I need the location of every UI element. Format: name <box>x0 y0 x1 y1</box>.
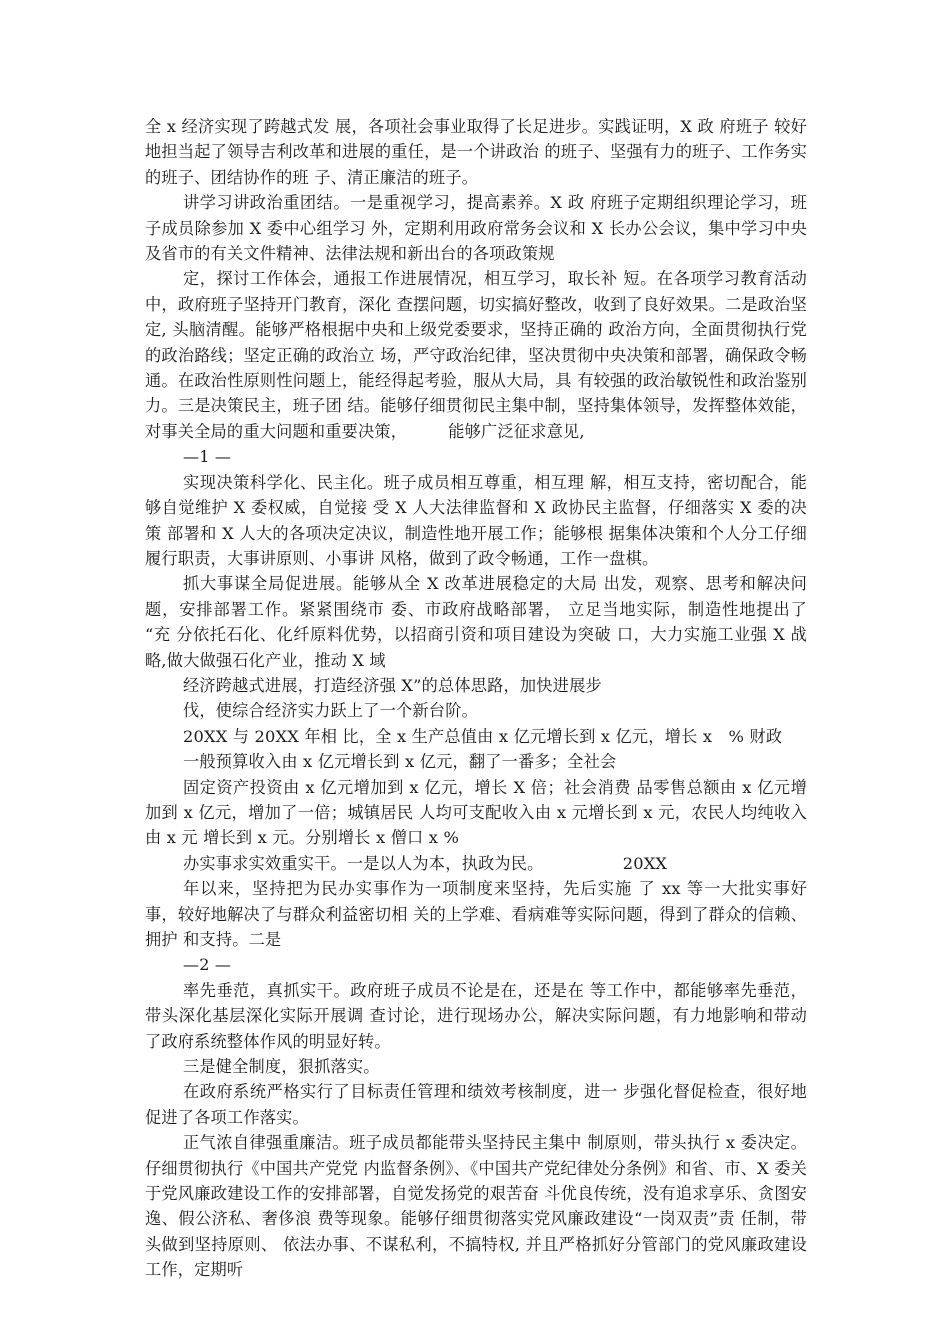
paragraph: 抓大事谋全局促进展。能够从全 X 改革进展稳定的大局 出发，观察、思考和解决问题，安排部署工作。紧紧围绕市 委、市政府战略部署， 立足当地实际，制造性地提出了 “充 分依托石化、化纤原料优势，以招商引资和项目建设为突破 口，大力实施工业强 X 战略,做大做强石化产业，推动 X 域 <box>145 574 807 670</box>
paragraph: 伐，使综合经济实力跃上了一个新台阶。 <box>183 701 478 721</box>
page-number: —1 — <box>183 447 232 467</box>
paragraph: 20XX 与 20XX 年相 比，全 x 生产总值由 x 亿元增长到 x 亿元，增长 x % 财政 <box>183 726 783 746</box>
paragraph: 实现决策科学化、民主化。班子成员相互尊重，相互理 解，相互支持，密切配合，能够自觉维护 X 委权威，自觉接 受 X 人大法律监督和 X 政协民主监督，仔细落实 X 委的决策 部署和 X 人大的各项决定决议，制造性地开展工作；能够根 据集体决策和个人分工仔细履行职责，大事讲原则、小事讲 风格，做到了政令畅通，工作一盘棋。 <box>145 472 807 568</box>
document-body <box>145 114 807 1283</box>
paragraph: 全 x 经济实现了跨越式发 展，各项社会事业取得了长足进步。实践证明，X 政 府班子 较好地担当起了领导吉利改革和进展的重任，是一个讲政治 的班子、坚强有力的班子、工作务实的班子、团结协作的班 子、清正廉洁的班子。 <box>145 117 807 187</box>
paragraph: 讲学习讲政治重团结。一是重视学习，提高素养。X 政 府班子定期组织理论学习，班子成员除参加 X 委中心组学习 外，定期利用政府常务会议和 X 长办公会议，集中学习中央 及省市的有关文件精神、法律法规和新出台的各项政策规 <box>145 193 807 264</box>
paragraph: 年以来，坚持把为民办实事作为一项制度来坚持，先后实施 了 xx 等一大批实事好事，较好地解决了与群众利益密切相 关的上学难、看病难等实际问题，得到了群众的信赖、拥护 和支持。二是 <box>145 879 807 949</box>
page-number: —2 — <box>183 955 232 975</box>
paragraph: 率先垂范，真抓实干。政府班子成员不论是在，还是在 等工作中，都能够率先垂范，带头深化基层深化实际开展调 查讨论，进行现场办公，解决实际问题，有力地影响和带动 了政府系统整体作风的明显好转。 <box>145 980 807 1051</box>
paragraph: 办实事求实效重实干。一是以人为本，执政为民。 20XX <box>183 853 668 873</box>
paragraph: 固定资产投资由 x 亿元增加到 x 亿元，增长 X 倍；社会消费 品零售总额由 x 亿元增加到 x 亿元，增加了一倍；城镇居民 人均可支配收入由 x 元增长到 x 元，农民人均纯收入由 x 元 增长到 x 元。分别增长 x 僧口 x % <box>145 777 807 848</box>
paragraph: 经济跨越式进展，打造经济强 X”的总体思路，加快进展步 <box>183 675 602 695</box>
paragraph: 一般预算收入由 x 亿元增长到 x 亿元，翻了一番多；全社会 <box>183 752 617 772</box>
paragraph: 正气浓自律强重廉洁。班子成员都能带头坚持民主集中 制原则，带头执行 x 委决定。仔细贯彻执行《中国共产党党 内监督条例》、《中国共产党纪律处分条例》和省、市、X 委关于党风廉政建设工作的安排部署，自觉发扬党的艰苦奋 斗优良传统，没有追求享乐、贪图安逸、假公济私、奢侈浪 费等现象。能够仔细贯彻落实党风廉政建设“一岗双责”责 任制，带头做到坚持原则、 依法办事、不谋私利，不搞特权, 并且严格抓好分管部门的党风廉政建设工作，定期听 <box>145 1133 807 1280</box>
paragraph: 在政府系统严格实行了目标责任管理和绩效考核制度，进一 步强化督促检查，很好地促进了各项工作落实。 <box>145 1082 807 1127</box>
paragraph: 定，探讨工作体会，通报工作进展情况，相互学习，取长补 短。在各项学习教育活动中，政府班子坚持开门教育，深化 查摆问题，切实搞好整改，收到了良好效果。二是政治坚定, 头脑清醒。能够严格根据中央和上级党委要求，坚持正确的 政治方向，全面贯彻执行党的政治路线；坚定正确的政治立 场，严守政治纪律，坚决贯彻中央决策和部署，确保政令畅 通。在政治性原则性问题上，能经得起考验，服从大局，具 有较强的政治敏锐性和政治鉴别力。三是决策民主，班子团 结。能够仔细贯彻民主集中制，坚持集体领导，发挥整体效能，对事关全局的重大问题和重要决策， 能够广泛征求意见, <box>145 269 807 441</box>
paragraph: 三是健全制度，狠抓落实。 <box>183 1057 380 1077</box>
